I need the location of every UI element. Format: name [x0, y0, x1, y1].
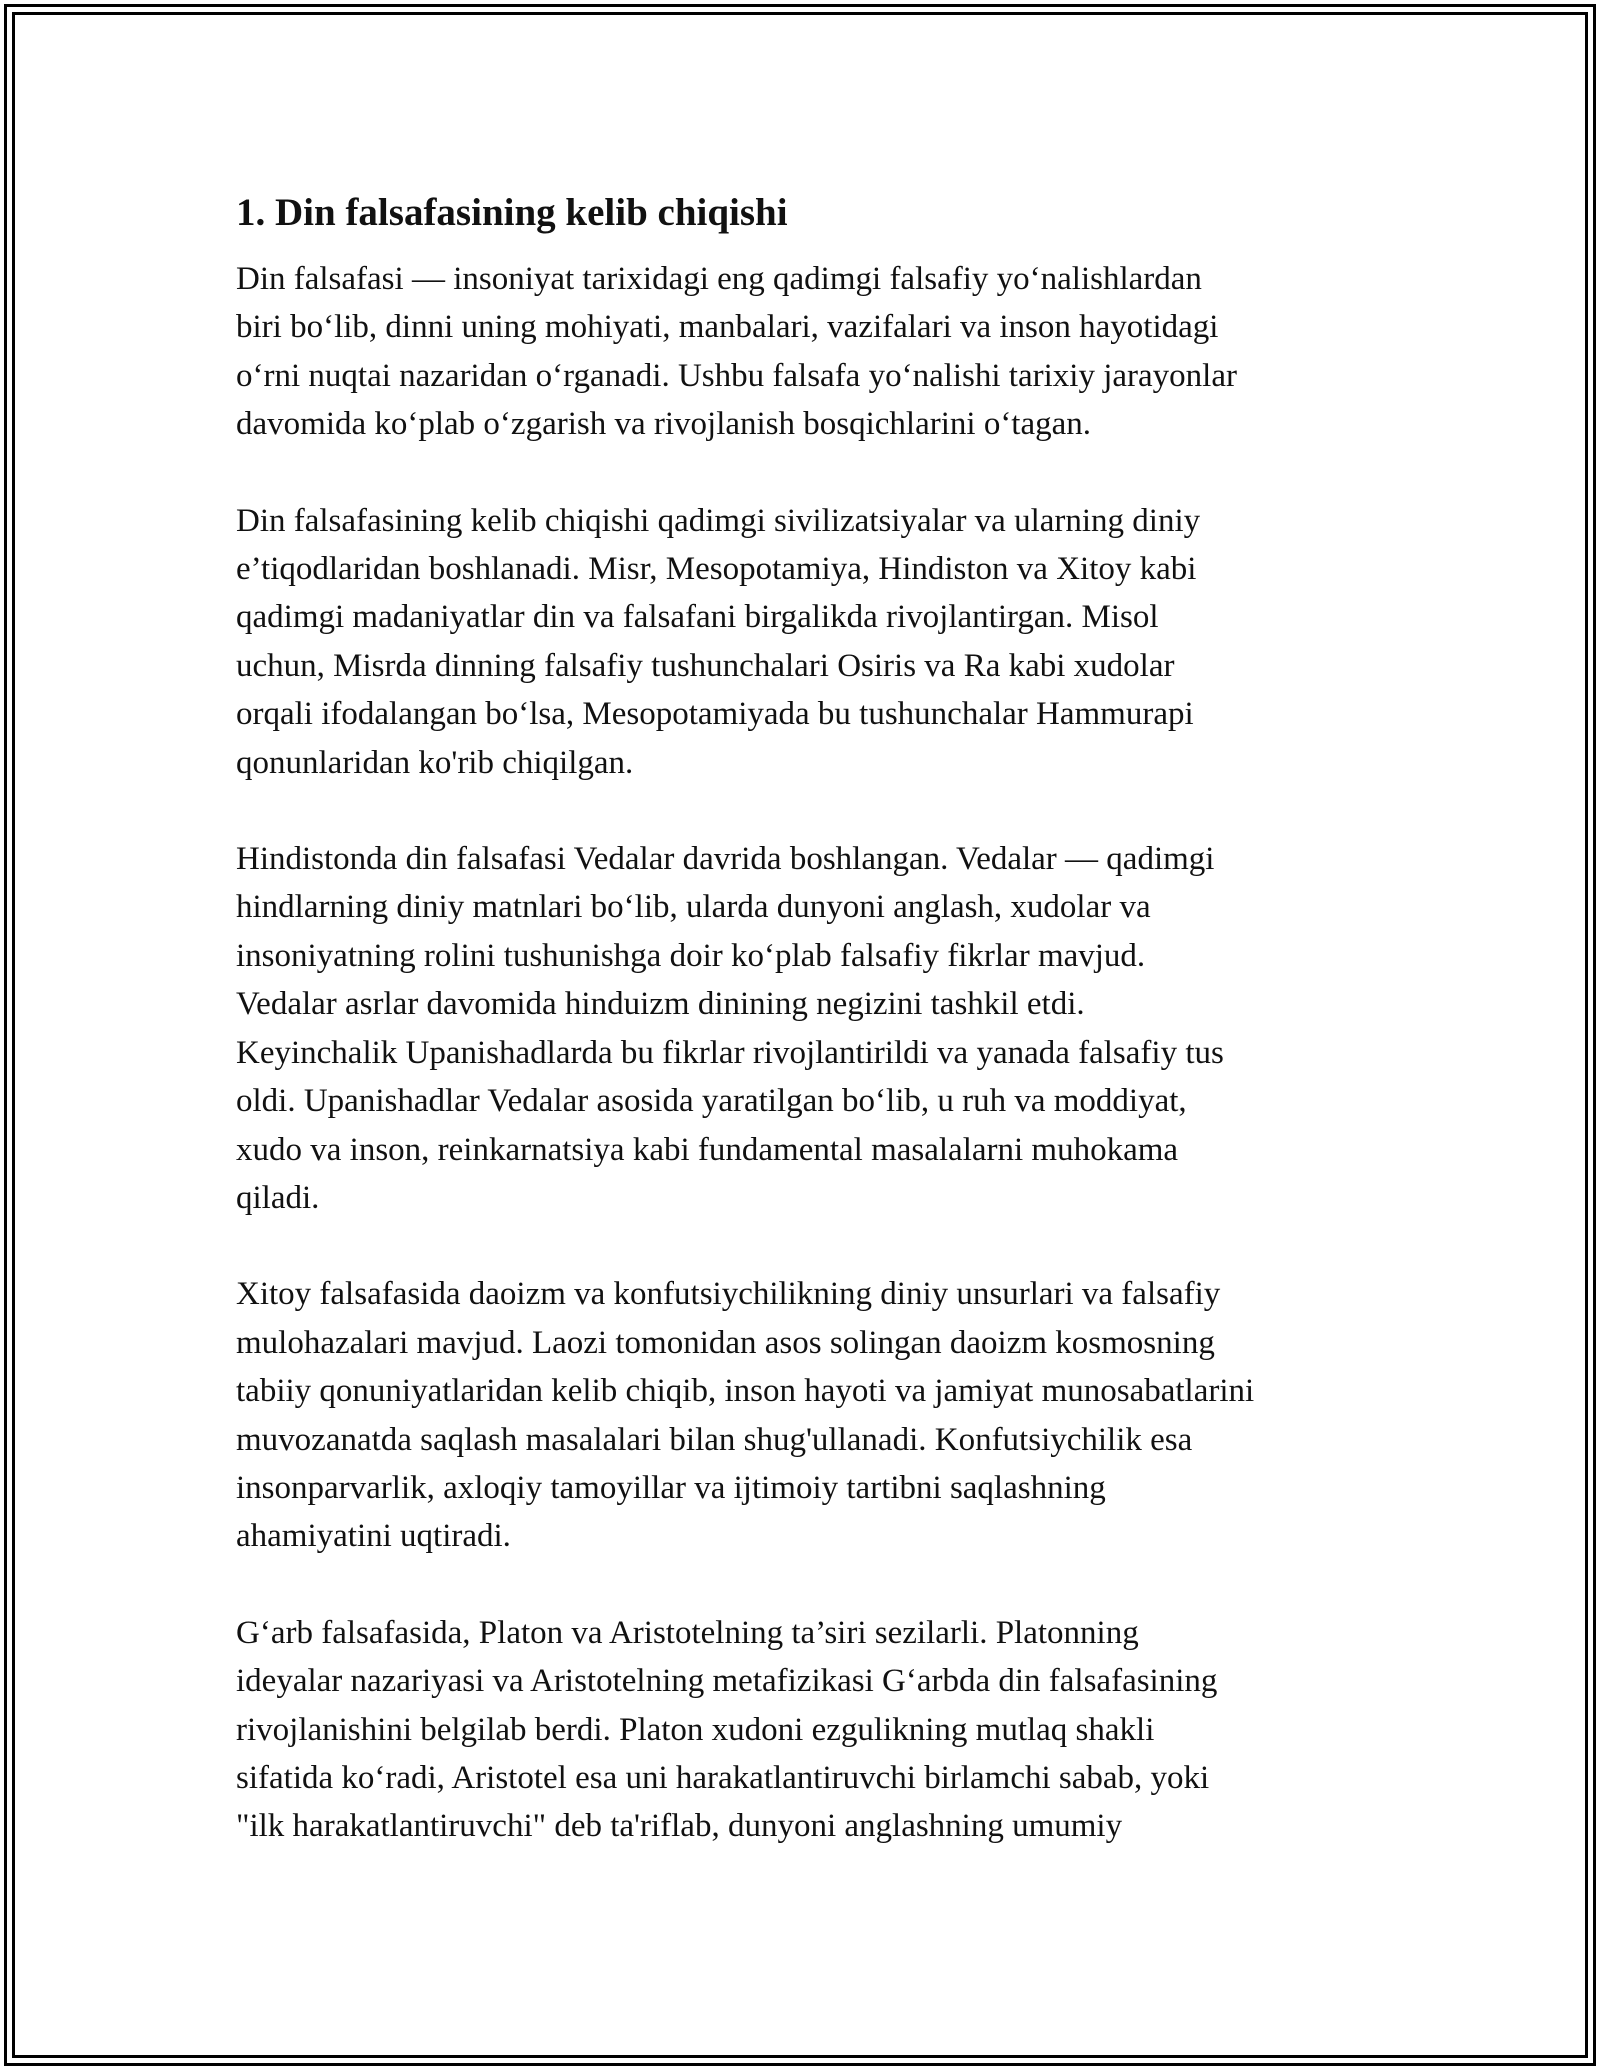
- text-line: uchun, Misrda dinning falsafiy tushunchalari Osiris va Ra kabi xudolar: [236, 647, 1175, 684]
- text-line: davomida ko‘plab o‘zgarish va rivojlanish bosqichlarini o‘tagan.: [236, 406, 1092, 443]
- text-line: orqali ifodalangan bo‘lsa, Mesopotamiyada bu tushunchalar Hammurapi: [236, 696, 1194, 733]
- document-body: [236, 185, 1386, 1899]
- text-line: e’tiqodlaridan boshlanadi. Misr, Mesopotamiya, Hindiston va Xitoy kabi: [236, 551, 1197, 588]
- paragraph-5: [236, 1609, 1386, 1851]
- text-line: o‘rni nuqtai nazaridan o‘rganadi. Ushbu falsafa yo‘nalishi tarixiy jarayonlar: [236, 357, 1237, 394]
- text-line: Vedalar asrlar davomida hinduizm dinining negizini tashkil etdi.: [236, 986, 1085, 1023]
- text-line: insonparvarlik, axloqiy tamoyillar va ijtimoiy tartibni saqlashning: [236, 1469, 1106, 1506]
- text-line: tabiiy qonuniyatlaridan kelib chiqib, inson hayoti va jamiyat munosabatlarini: [236, 1373, 1255, 1410]
- text-line: insoniyatning rolini tushunishga doir ko‘plab falsafiy fikrlar mavjud.: [236, 937, 1146, 974]
- text-line: muvozanatda saqlash masalalari bilan shug'ullanadi. Konfutsiychilik esa: [236, 1421, 1193, 1458]
- paragraph-3: [236, 835, 1386, 1222]
- text-line: Din falsafasining kelib chiqishi qadimgi sivilizatsiyalar va ularning diniy: [236, 502, 1201, 539]
- text-line: rivojlanishini belgilab berdi. Platon xudoni ezgulikning mutlaq shakli: [236, 1711, 1155, 1748]
- text-line: "ilk harakatlantiruvchi" deb ta'riflab, dunyoni anglashning umumiy: [236, 1808, 1123, 1845]
- text-line: Xitoy falsafasida daoizm va konfutsiychilikning diniy unsurlari va falsafiy: [236, 1276, 1221, 1313]
- section-heading: 1. Din falsafasining kelib chiqishi: [236, 191, 788, 234]
- text-line: Keyinchalik Upanishadlarda bu fikrlar rivojlantirildi va yanada falsafiy tus: [236, 1034, 1224, 1071]
- text-line: mulohazalari mavjud. Laozi tomonidan asos solingan daoizm kosmosning: [236, 1324, 1215, 1361]
- text-line: G‘arb falsafasida, Platon va Aristotelning ta’siri sezilarli. Platonning: [236, 1614, 1139, 1651]
- text-line: ideyalar nazariyasi va Aristotelning metafizikasi G‘arbda din falsafasining: [236, 1663, 1218, 1700]
- text-line: biri bo‘lib, dinni uning mohiyati, manbalari, vazifalari va inson hayotidagi: [236, 309, 1219, 346]
- text-line: xudo va inson, reinkarnatsiya kabi fundamental masalalarni muhokama: [236, 1131, 1179, 1168]
- text-line: oldi. Upanishadlar Vedalar asosida yaratilgan bo‘lib, u ruh va moddiyat,: [236, 1083, 1187, 1120]
- paragraph-1: [236, 255, 1386, 449]
- text-line: Din falsafasi — insoniyat tarixidagi eng qadimgi falsafiy yo‘nalishlardan: [236, 261, 1202, 297]
- text-line: qiladi.: [236, 1179, 320, 1216]
- paragraph-4: [236, 1270, 1386, 1560]
- paragraph-2: [236, 497, 1386, 787]
- text-line: hindlarning diniy matnlari bo‘lib, ularda dunyoni anglash, xudolar va: [236, 889, 1151, 926]
- text-line: sifatida ko‘radi, Aristotel esa uni harakatlantiruvchi birlamchi sabab, yoki: [236, 1759, 1210, 1796]
- text-line: qadimgi madaniyatlar din va falsafani birgalikda rivojlantirgan. Misol: [236, 599, 1159, 636]
- text-line: Hindistonda din falsafasi Vedalar davrida boshlangan. Vedalar — qadimgi: [236, 841, 1215, 878]
- text-line: ahamiyatini uqtiradi.: [236, 1518, 511, 1555]
- text-line: qonunlaridan ko'rib chiqilgan.: [236, 744, 634, 781]
